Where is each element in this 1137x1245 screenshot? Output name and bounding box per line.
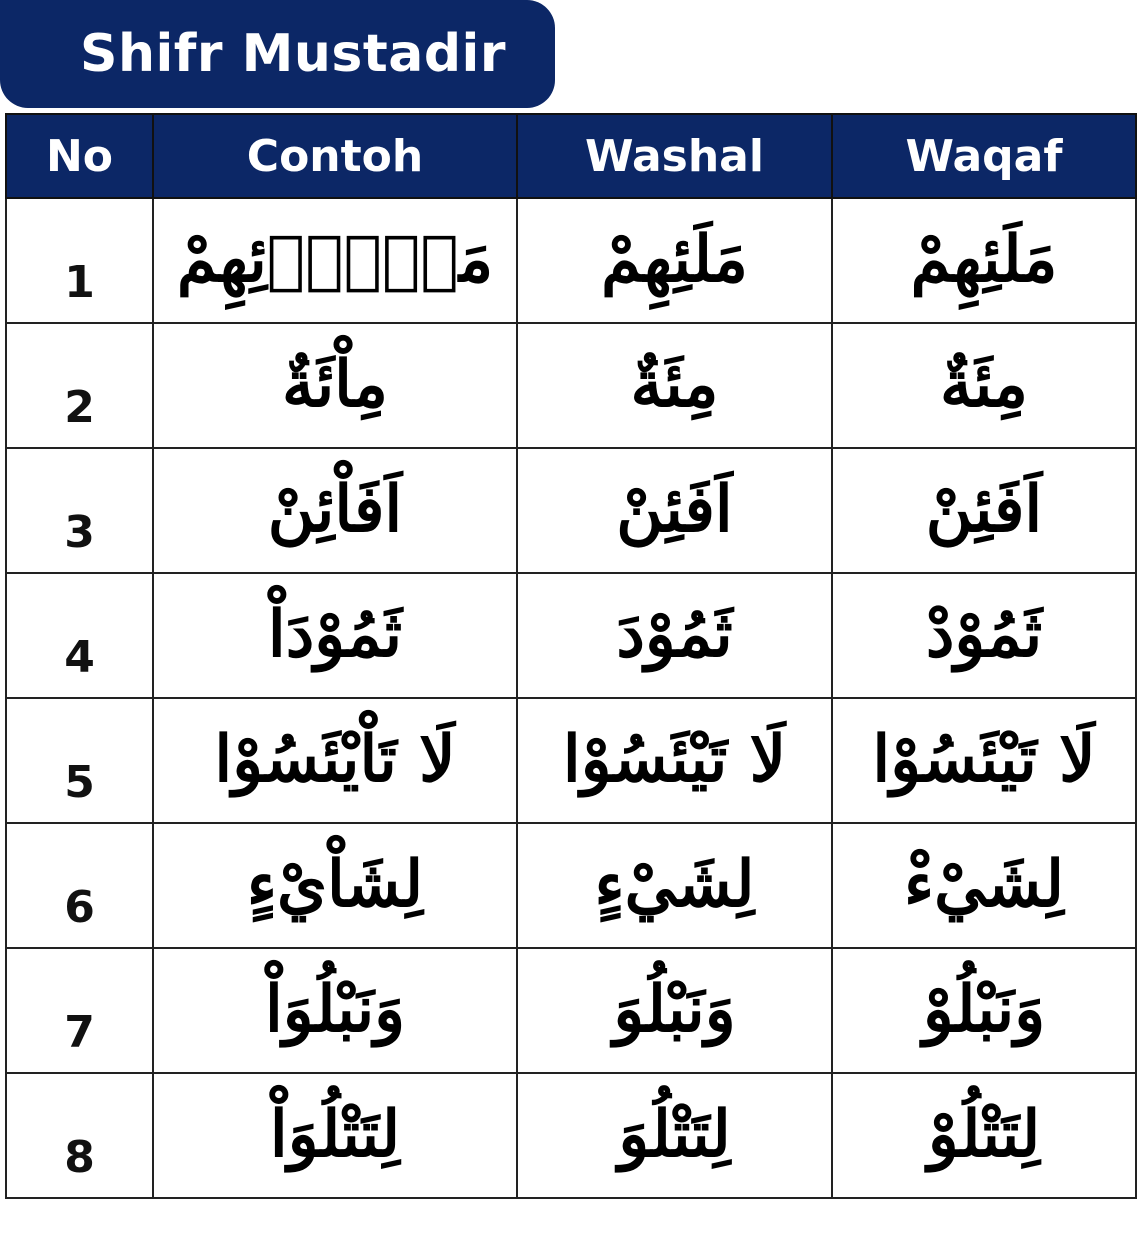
contoh-cell: لِشَاْيْءٍ <box>153 823 517 948</box>
waqaf-cell: مِئَةٌ <box>832 323 1136 448</box>
waqaf-cell: لَا تَيْئَسُوْا <box>832 698 1136 823</box>
washal-cell: وَنَبْلُوَ <box>517 948 832 1073</box>
contoh-cell: وَنَبْلُوَاْ <box>153 948 517 1073</box>
header-contoh: Contoh <box>153 114 517 198</box>
row-number: 3 <box>6 448 153 573</box>
row-number: 7 <box>6 948 153 1073</box>
header-waqaf: Waqaf <box>832 114 1136 198</box>
row-number: 6 <box>6 823 153 948</box>
page-title: Shifr Mustadir <box>0 0 555 108</box>
table-row <box>6 823 1136 948</box>
waqaf-cell: لِتَتْلُوْ <box>832 1073 1136 1198</box>
row-number: 8 <box>6 1073 153 1198</box>
contoh-cell: ثَمُوْدَاْ <box>153 573 517 698</box>
washal-cell: لَا تَيْئَسُوْا <box>517 698 832 823</box>
washal-cell: لِشَيْءٍ <box>517 823 832 948</box>
table-row <box>6 323 1136 448</box>
row-number: 4 <box>6 573 153 698</box>
waqaf-cell: وَنَبْلُوْ <box>832 948 1136 1073</box>
washal-cell: مَلَئِهِمْ <box>517 198 832 323</box>
contoh-cell: مِاْئَةٌ <box>153 323 517 448</box>
table-row <box>6 948 1136 1073</box>
table-row <box>6 1073 1136 1198</box>
washal-cell: مِئَةٌ <box>517 323 832 448</box>
header-washal: Washal <box>517 114 832 198</box>
waqaf-cell: لِشَيْءْ <box>832 823 1136 948</box>
shifr-mustadir-table <box>5 113 1137 1199</box>
table-header <box>6 114 1136 198</box>
row-number: 5 <box>6 698 153 823</box>
contoh-cell: اَفَاْئِنْ <box>153 448 517 573</box>
washal-cell: اَفَئِنْ <box>517 448 832 573</box>
waqaf-cell: اَفَئِنْ <box>832 448 1136 573</box>
washal-cell: ثَمُوْدَ <box>517 573 832 698</box>
row-number: 2 <box>6 323 153 448</box>
header-no: No <box>6 114 153 198</box>
table-body <box>6 198 1136 1198</box>
row-number: 1 <box>6 198 153 323</box>
table-row <box>6 198 1136 323</box>
washal-cell: لِتَتْلُوَ <box>517 1073 832 1198</box>
contoh-cell: لِتَتْلُوَاْ <box>153 1073 517 1198</box>
contoh-cell: لَا تَاْيْئَسُوْا <box>153 698 517 823</box>
waqaf-cell: مَلَئِهِمْ <box>832 198 1136 323</box>
table-row <box>6 698 1136 823</box>
contoh-cell: مَلَاْۤئِهِمْ <box>153 198 517 323</box>
waqaf-cell: ثَمُوْدْ <box>832 573 1136 698</box>
table-row <box>6 448 1136 573</box>
table-row <box>6 573 1136 698</box>
